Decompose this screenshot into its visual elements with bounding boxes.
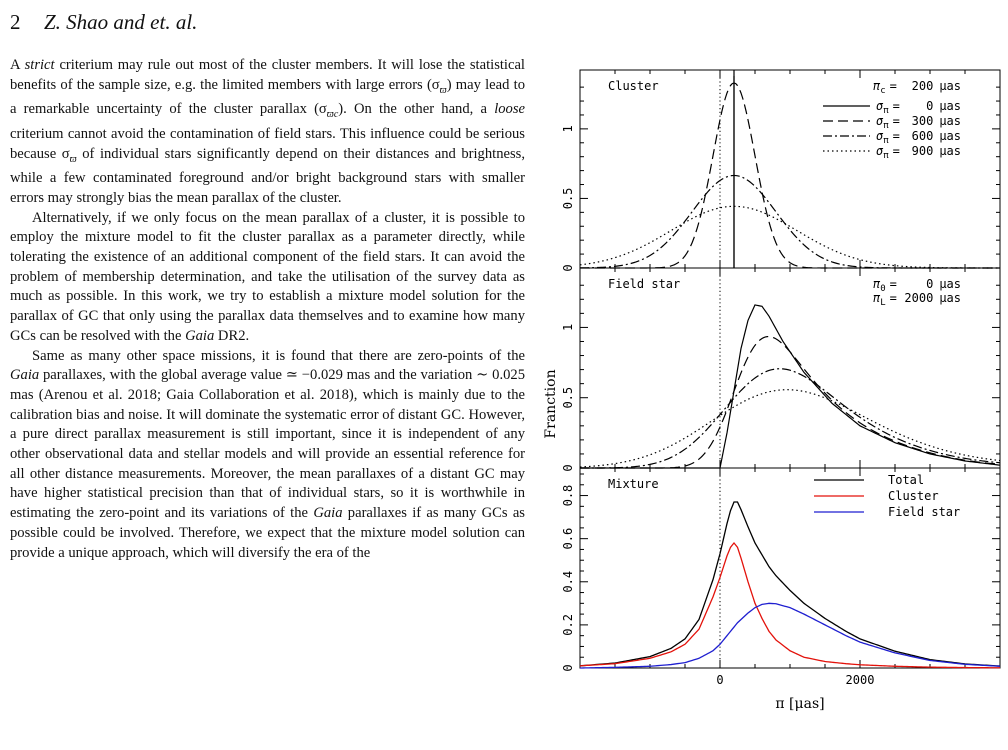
plot-frame — [580, 268, 1000, 468]
y-tick-label: 0.6 — [561, 527, 575, 550]
page-header — [10, 10, 197, 35]
paragraph — [10, 56, 525, 209]
legend-part: 600 — [911, 129, 934, 143]
legend-label: Cluster — [888, 489, 939, 503]
y-tick-label: 0 — [561, 264, 575, 272]
x-tick-label: 2000 — [845, 673, 875, 687]
text-run: DR2. — [214, 327, 250, 344]
series-line — [580, 175, 1000, 268]
legend-part: μas — [939, 99, 961, 113]
text-run: parallaxes, with the global average value ≃ −0.029 mas and the variation ∼ 0.025 mas (Arenou et al. 2018; Gaia Collaboration et al. 2018), which is mainly due to the calibration bias and noise. It will dominate the systematic error of distant GC. However, a pure direct parallax measurement is still important, since it is independent of any other observational data and stellar models and will provide an essential reference for all other distance measurements. Moreover, the mean parallaxes of a distant GC may have higher statistical precision than that of individual stars, so it is worthwhile in estimating the zero-point and its variations of the — [10, 367, 525, 522]
legend-part: σ — [876, 129, 884, 143]
legend-part: σ — [876, 99, 884, 113]
param-part: = — [889, 291, 897, 305]
legend-label: Field star — [888, 505, 961, 519]
series-line — [580, 369, 1000, 468]
param-part: 0 — [880, 284, 886, 294]
param-part: = — [889, 277, 897, 291]
text-run: criterium may rule out most of the cluster members. It will lose the statistical benefits of the sample size, e.g. the limited members with large errors (σ — [10, 57, 525, 93]
page-number: 2 — [10, 10, 21, 34]
legend-part: = — [892, 129, 900, 143]
param-part: μas — [939, 291, 961, 305]
text-run: ) may lead to a remarkable uncertainty of the cluster parallax (σ — [10, 76, 525, 118]
param-part: μas — [939, 277, 961, 291]
text-run: Gaia — [313, 505, 343, 522]
param-part: 200 — [911, 79, 934, 93]
panel-label: Cluster — [608, 79, 659, 93]
text-run: Alternatively, if we only focus on the mean parallax of a cluster, it is possible to employ the mixture model to fit the cluster parallax as a parameter directly, while tolerating the existence of an additional component of the field stars. It can avoid the problem of membership determination, and take the utilisation of the survey data as much as possible. In this work, we try to establish a mixture model solution for the parallax of GC that only using the parallax data themselves and to examine how many GCs can be resolved with the — [10, 209, 525, 344]
param-annotation — [873, 291, 961, 308]
param-part: π — [873, 79, 881, 93]
series-line — [580, 337, 1000, 468]
legend-part: = — [892, 144, 900, 158]
paragraph — [10, 209, 525, 347]
legend-part: = — [892, 99, 900, 113]
param-part: 0 — [926, 277, 934, 291]
param-part: μas — [939, 79, 961, 93]
legend-part: μas — [939, 129, 961, 143]
figure-svg — [543, 52, 1008, 750]
text-run: Gaia — [10, 367, 40, 384]
y-tick-label: 0.5 — [561, 187, 575, 210]
series-line — [580, 502, 1000, 666]
y-tick-label: 0.4 — [561, 570, 575, 593]
x-tick-label: 0 — [716, 673, 724, 687]
text-run: ϖ — [439, 84, 447, 96]
text-run: of individual stars significantly depend on their distances and brightness, while a few contaminated foreground and/or bright background stars with smaller errors may strongly bias the mean parallax of the cluster. — [10, 145, 525, 206]
param-part: L — [880, 298, 886, 308]
text-run: loose — [494, 101, 525, 118]
text-run: Same as many other space missions, it is found that there are zero-points of the — [32, 347, 525, 364]
paragraph — [10, 347, 525, 564]
text-run: strict — [24, 57, 55, 73]
series-line — [580, 543, 1000, 668]
legend-part: σ — [876, 144, 884, 158]
param-part: π — [873, 291, 881, 305]
text-run: ϖ — [69, 153, 77, 165]
x-axis-label: π [μas] — [775, 696, 825, 712]
legend-part: 300 — [911, 114, 934, 128]
legend-part: π — [883, 106, 889, 116]
legend-label: Total — [888, 473, 925, 487]
text-run: A — [10, 57, 25, 73]
legend-part: π — [883, 121, 889, 131]
y-axis-label: Franction — [543, 369, 559, 439]
param-part: π — [873, 277, 881, 291]
series-line — [580, 83, 1000, 268]
legend-part: μas — [939, 144, 961, 158]
text-run: ). On the other hand, a — [338, 101, 495, 118]
text-run: parallaxes if as many GCs as possible could be involved. Therefore, we expect that the mixture model solution can provide a unique approach, which will diversify the era of the — [10, 505, 525, 561]
panel-label: Mixture — [608, 477, 659, 491]
text-run: Gaia — [185, 327, 215, 344]
y-tick-label: 0.2 — [561, 614, 575, 636]
param-annotation — [873, 79, 961, 96]
legend-part: σ — [876, 114, 884, 128]
legend-part: 0 — [926, 99, 934, 113]
series-line — [580, 305, 1000, 468]
body-text — [10, 56, 525, 563]
chart-panel — [561, 70, 1000, 272]
y-tick-label: 0.8 — [561, 484, 575, 507]
y-tick-label: 0.5 — [561, 386, 575, 409]
legend-part: 900 — [911, 144, 934, 158]
param-part: = — [889, 79, 897, 93]
y-tick-label: 0 — [561, 464, 575, 472]
running-authors: Z. Shao and et. al. — [44, 10, 198, 34]
param-part: c — [880, 86, 886, 96]
legend-part: π — [883, 136, 889, 146]
y-tick-label: 1 — [561, 323, 575, 332]
legend-part: μas — [939, 114, 961, 128]
chart-panel — [543, 369, 1000, 712]
chart-panel — [561, 268, 1000, 472]
y-tick-label: 0 — [561, 664, 575, 672]
text-run: ϖc — [326, 109, 339, 121]
parallax-figure — [543, 52, 1008, 750]
legend-part: = — [892, 114, 900, 128]
panel-label: Field star — [608, 277, 681, 291]
text-run: criterium cannot avoid the contamination of field stars. This influence could be serious because σ — [10, 125, 525, 162]
legend-part: π — [883, 151, 889, 161]
y-tick-label: 1 — [561, 125, 575, 133]
param-part: 2000 — [904, 291, 934, 305]
plot-frame — [580, 70, 1000, 268]
legend-label — [876, 144, 961, 161]
